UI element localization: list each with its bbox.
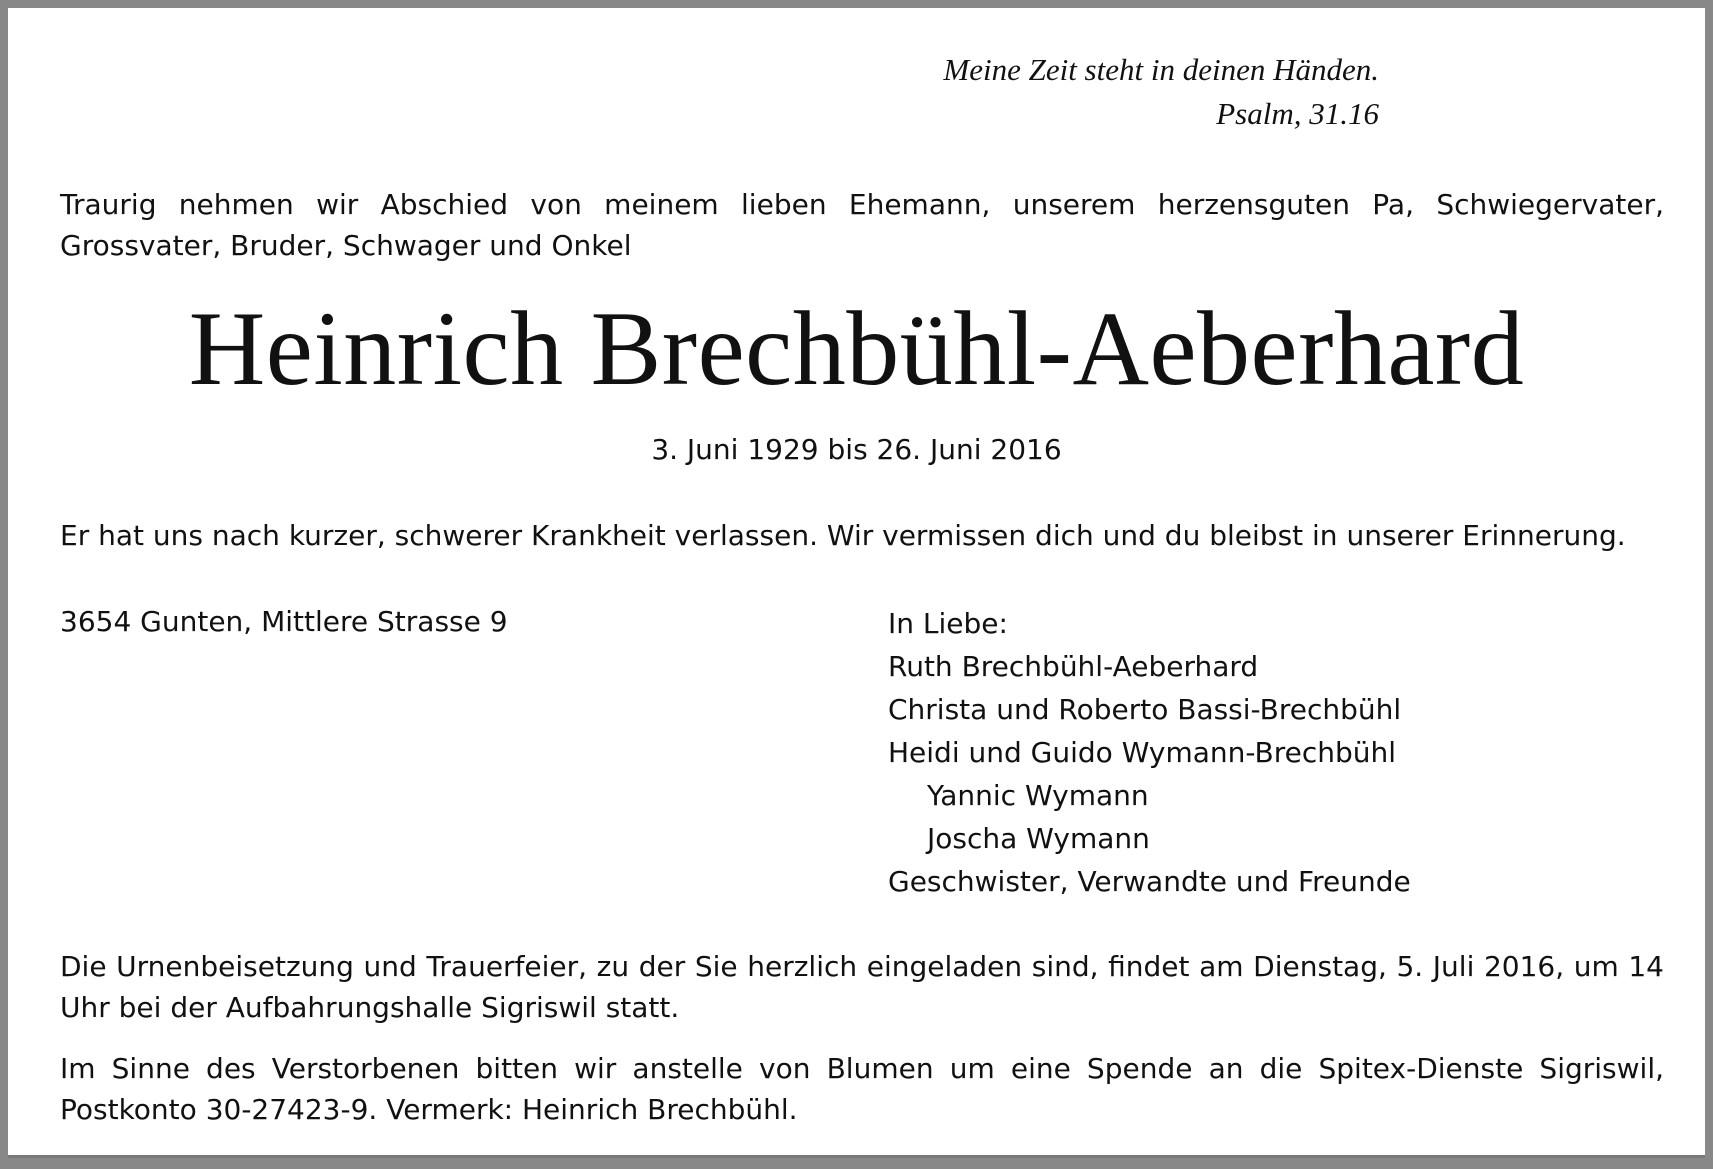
deceased-name: Heinrich Brechbühl-Aeberhard — [188, 290, 1525, 407]
address: 3654 Gunten, Mittlere Strasse 9 — [60, 605, 508, 638]
intro-text: Traurig nehmen wir Abschied von meinem lieben Ehemann, unserem herzensguten Pa, Schwiegervater, Grossvater, Bruder, Schwager und Onkel — [60, 188, 1664, 262]
mourners-heading: In Liebe: — [888, 607, 1008, 640]
mourner-name: Yannic Wymann — [927, 779, 1149, 812]
farewell-message: Er hat uns nach kurzer, schwerer Krankheit verlassen. Wir vermissen dich und du bleibst in unserer Erinnerung. — [60, 519, 1626, 552]
donation-notice: Im Sinne des Verstorbenen bitten wir anstelle von Blumen um eine Spende an die Spitex-Dienste Sigriswil, Postkonto 30-27423-9. Vermerk: Heinrich Brechbühl. — [60, 1052, 1664, 1126]
mourner-name: Christa und Roberto Bassi-Brechbühl — [888, 693, 1402, 726]
verse-text: Meine Zeit steht in deinen Händen. — [943, 52, 1379, 87]
life-dates: 3. Juni 1929 bis 26. Juni 2016 — [651, 433, 1062, 466]
mourner-name: Joscha Wymann — [927, 822, 1150, 855]
bible-verse — [943, 48, 1379, 136]
mourner-name: Heidi und Guido Wymann-Brechbühl — [888, 736, 1397, 769]
verse-reference: Psalm, 31.16 — [1216, 96, 1379, 131]
funeral-notice: Die Urnenbeisetzung und Trauerfeier, zu der Sie herzlich eingeladen sind, findet am Dienstag, 5. Juli 2016, um 14 Uhr bei der Aufbahrungshalle Sigriswil statt. — [60, 950, 1664, 1024]
mourner-name: Ruth Brechbühl-Aeberhard — [888, 650, 1259, 683]
mourners-list — [888, 602, 1411, 903]
mourner-name: Geschwister, Verwandte und Freunde — [888, 865, 1411, 898]
obituary-notice — [8, 8, 1705, 1158]
